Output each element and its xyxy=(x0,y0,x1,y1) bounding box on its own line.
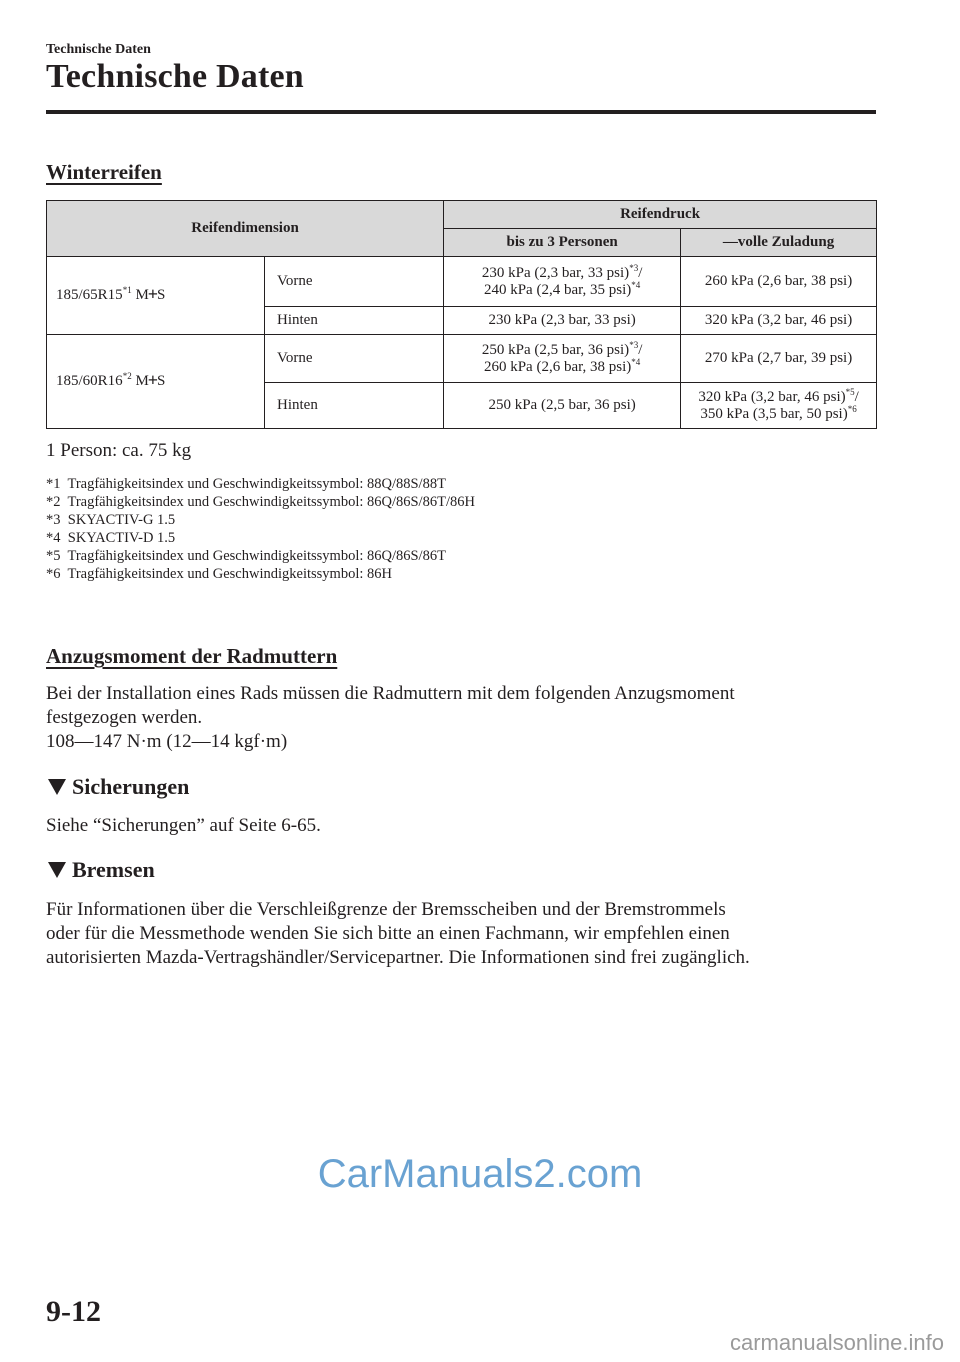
season-mark-s: S xyxy=(157,373,166,389)
footnote-ref: *4 xyxy=(631,279,641,290)
season-mark-m: M xyxy=(135,373,149,389)
season-mark-s: S xyxy=(157,287,166,303)
tire-dimension: 185/60R16 xyxy=(56,373,123,389)
pressure-value: 250 kPa (2,5 bar, 36 psi) xyxy=(481,341,630,358)
torque-value: 108—147 N·m (12—14 kgf·m) xyxy=(46,731,288,752)
torque-text xyxy=(46,682,735,754)
footnote-ref: *5 xyxy=(845,386,855,397)
footnote: *3 SKYACTIV-G 1.5 xyxy=(46,512,176,528)
brakes-text xyxy=(46,898,750,970)
pressure-cell: 230 kPa (2,3 bar, 33 psi) xyxy=(444,307,681,335)
fuses-heading-label: Sicherungen xyxy=(72,774,190,799)
header-full-load: ―volle Zuladung xyxy=(681,229,877,257)
footnote: *6 Tragfähigkeitsindex und Geschwindigkeitssymbol: 86H xyxy=(46,566,392,582)
footnote-ref: *4 xyxy=(631,356,641,367)
winter-tires-heading: Winterreifen xyxy=(46,160,162,184)
tire-dimension: 185/65R15 xyxy=(56,287,123,303)
paragraph-line: Für Informationen über die Verschleißgrenze der Bremsscheiben und der Bremstrommels xyxy=(46,899,726,920)
header-up-to-3: bis zu 3 Personen xyxy=(444,229,681,257)
torque-heading: Anzugsmoment der Radmuttern xyxy=(46,644,338,668)
pressure-cell: 320 kPa (3,2 bar, 46 psi)$^{*5}$/ 350 kPa (3,5 bar, 50 psi)$^{*6}$ xyxy=(681,383,877,429)
footnote-ref: *3 xyxy=(629,262,639,273)
running-header: Technische Daten xyxy=(46,42,151,57)
plus-icon: + xyxy=(147,370,159,390)
triangle-down-icon xyxy=(48,779,66,795)
pressure-value: 240 kPa (2,4 bar, 35 psi) xyxy=(483,281,632,298)
paragraph-line: Bei der Installation eines Rads müssen die Radmuttern mit dem folgenden Anzugsmoment xyxy=(46,683,735,704)
paragraph-line: festgezogen werden. xyxy=(46,707,203,728)
pressure-cell: 230 kPa (2,3 bar, 33 psi)$^{*3}$/ 240 kPa (2,4 bar, 35 psi)$^{*4}$ xyxy=(444,257,681,307)
title-rule xyxy=(46,110,876,114)
header-dimension: Reifendimension xyxy=(47,201,444,257)
footnote-ref: *6 xyxy=(847,403,857,414)
footnote-ref: *1 xyxy=(122,285,132,295)
position-front: Vorne xyxy=(265,335,444,383)
footnote: *2 Tragfähigkeitsindex und Geschwindigkeitssymbol: 86Q/86S/86T/86H xyxy=(46,494,475,510)
footnote: *4 SKYACTIV-D 1.5 xyxy=(46,530,176,546)
pressure-cell: 260 kPa (2,6 bar, 38 psi) xyxy=(681,257,877,307)
watermark: CarManuals2.com xyxy=(317,1152,643,1196)
brakes-heading xyxy=(48,857,155,883)
pressure-cell: 250 kPa (2,5 bar, 36 psi)$^{*3}$/ 260 kPa (2,6 bar, 38 psi)$^{*4}$ xyxy=(444,335,681,383)
pressure-value: 260 kPa (2,6 bar, 38 psi) xyxy=(483,358,632,375)
page-title: Technische Daten xyxy=(46,58,304,95)
table-row xyxy=(47,335,877,383)
pressure-value: 230 kPa (2,3 bar, 33 psi) xyxy=(481,264,630,281)
paragraph-line: oder für die Messmethode wenden Sie sich bitte an einen Fachmann, wir empfehlen einen xyxy=(46,923,730,944)
position-rear: Hinten xyxy=(265,307,444,335)
footnote: *1 Tragfähigkeitsindex und Geschwindigkeitssymbol: 88Q/88S/88T xyxy=(46,476,446,492)
page-number: 9-12 xyxy=(46,1295,101,1328)
footnote-list xyxy=(46,475,475,583)
footnote-ref: *3 xyxy=(629,339,639,350)
tire-dimension-cell xyxy=(47,335,265,429)
triangle-down-icon xyxy=(48,862,66,878)
brakes-heading-label: Bremsen xyxy=(72,857,155,882)
tire-dimension-cell xyxy=(47,257,265,335)
table-row xyxy=(47,257,877,307)
footnote: *5 Tragfähigkeitsindex und Geschwindigkeitssymbol: 86Q/86S/86T xyxy=(46,548,446,564)
person-weight-note: 1 Person: ca. 75 kg xyxy=(46,440,192,461)
tire-pressure-table xyxy=(46,200,877,429)
pressure-value: 350 kPa (3,5 bar, 50 psi) xyxy=(700,405,848,422)
pressure-cell: 320 kPa (3,2 bar, 46 psi) xyxy=(681,307,877,335)
footnote-ref: *2 xyxy=(122,371,132,381)
position-rear: Hinten xyxy=(265,383,444,429)
pressure-value: 320 kPa (3,2 bar, 46 psi) xyxy=(698,388,846,405)
position-front: Vorne xyxy=(265,257,444,307)
plus-icon: + xyxy=(147,284,159,304)
fuses-text: Siehe “Sicherungen” auf Seite 6-65. xyxy=(46,815,321,836)
season-mark-m: M xyxy=(135,287,149,303)
paragraph-line: autorisierten Mazda-Vertragshändler/Servicepartner. Die Informationen sind frei zugänglich. xyxy=(46,947,750,968)
fuses-heading xyxy=(48,774,189,800)
header-pressure: Reifendruck xyxy=(444,201,877,229)
pressure-cell: 270 kPa (2,7 bar, 39 psi) xyxy=(681,335,877,383)
table-header-row xyxy=(47,201,877,229)
pressure-cell: 250 kPa (2,5 bar, 36 psi) xyxy=(444,383,681,429)
footer-url: carmanualsonline.info xyxy=(729,1330,944,1355)
